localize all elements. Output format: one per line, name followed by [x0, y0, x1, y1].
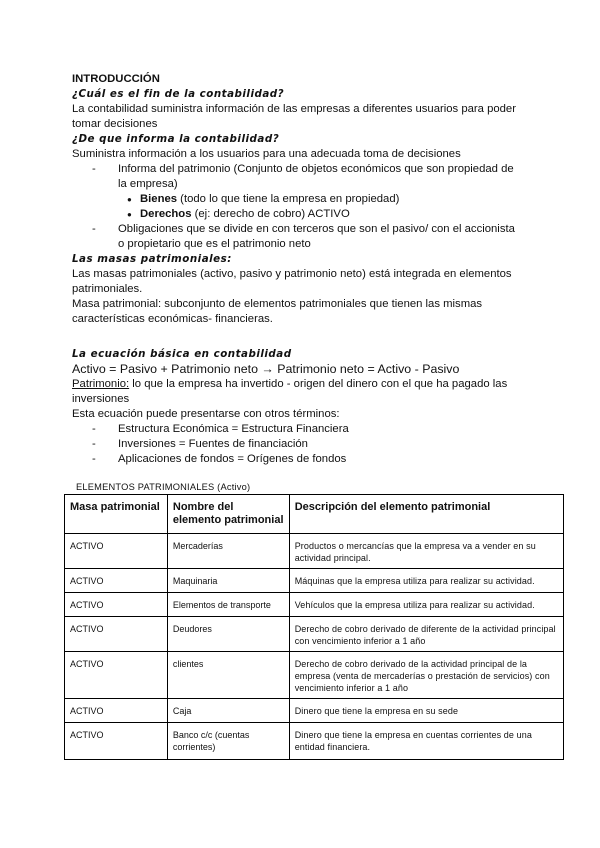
cell-masa: ACTIVO — [65, 652, 168, 699]
cell-masa: ACTIVO — [65, 569, 168, 593]
table-row — [65, 593, 564, 617]
cell-descripcion: Productos o mercancías que la empresa va a vender en su actividad principal. — [289, 534, 563, 569]
table-row — [65, 652, 564, 699]
bienes-label: Bienes — [140, 193, 178, 205]
patrimonio-list — [72, 162, 522, 192]
patrimonio-sublist — [72, 192, 522, 222]
table-row — [65, 617, 564, 652]
cell-nombre: Elementos de transporte — [167, 593, 289, 617]
list-item: - Obligaciones que se divide en con terceros que son el pasivo/ con el accionista o propietario que es el patrimonio neto — [72, 222, 522, 252]
question-1: ¿Cuál es el fin de la contabilidad? — [72, 88, 285, 100]
cell-nombre: Deudores — [167, 617, 289, 652]
bienes-text: (todo lo que tiene la empresa en propiedad) — [177, 193, 400, 205]
cell-nombre: Caja — [167, 699, 289, 723]
cell-masa: ACTIVO — [65, 617, 168, 652]
table-row — [65, 723, 564, 760]
list-item: - Informa del patrimonio (Conjunto de objetos económicos que son propiedad de la empresa) — [72, 162, 522, 192]
ecuacion-formula: Activo = Pasivo + Patrimonio neto → Patrimonio neto = Activo - Pasivo — [72, 362, 460, 376]
obligaciones-list — [72, 222, 522, 252]
cell-masa: ACTIVO — [65, 593, 168, 617]
table-row — [65, 534, 564, 569]
intro-section — [72, 72, 522, 327]
cell-nombre: clientes — [167, 652, 289, 699]
terms-intro: Esta ecuación puede presentarse con otros términos: — [72, 408, 340, 420]
list-item: - Inversiones = Fuentes de financiación — [72, 437, 522, 452]
answer-1: La contabilidad suministra información de las empresas a diferentes usuarios para poder tomar decisiones — [72, 103, 516, 130]
cell-masa: ACTIVO — [65, 723, 168, 760]
masas-heading: Las masas patrimoniales: — [72, 253, 232, 265]
table-header-row — [65, 495, 564, 534]
masas-paragraph-2: Masa patrimonial: subconjunto de elementos patrimoniales que tienen las mismas características económicas- financieras. — [72, 298, 483, 325]
intro-heading: INTRODUCCIÓN — [72, 73, 160, 85]
ecuacion-section — [72, 347, 522, 467]
cell-descripcion: Derecho de cobro derivado de la actividad principal de la empresa (venta de mercaderías o prestación de servicios) con vencimiento inferior a 1 año — [289, 652, 563, 699]
cell-descripcion: Vehículos que la empresa utiliza para realizar su actividad. — [289, 593, 563, 617]
derechos-text: (ej: derecho de cobro) ACTIVO — [191, 208, 350, 220]
cell-descripcion: Dinero que tiene la empresa en su sede — [289, 699, 563, 723]
patrimonio-text: lo que la empresa ha invertido - origen del dinero con el que ha pagado las inversiones — [72, 378, 508, 405]
header-descripcion: Descripción del elemento patrimonial — [289, 495, 563, 534]
list-item-derechos — [72, 207, 522, 222]
table-row — [65, 699, 564, 723]
answer-2: Suministra información a los usuarios para una adecuada toma de decisiones — [72, 148, 461, 160]
elementos-table — [64, 494, 564, 760]
terms-list — [72, 422, 522, 467]
cell-masa: ACTIVO — [65, 534, 168, 569]
table-row — [65, 569, 564, 593]
derechos-label: Derechos — [140, 208, 192, 220]
question-2: ¿De que informa la contabilidad? — [72, 133, 280, 145]
table-caption: ELEMENTOS PATRIMONIALES (Activo) — [76, 482, 251, 492]
cell-nombre: Mercaderías — [167, 534, 289, 569]
cell-nombre: Banco c/c (cuentas corrientes) — [167, 723, 289, 760]
ecuacion-heading: La ecuación básica en contabilidad — [72, 348, 292, 360]
list-item-bienes — [72, 192, 522, 207]
masas-paragraph-1: Las masas patrimoniales (activo, pasivo y patrimonio neto) está integrada en elementos patrimoniales. — [72, 268, 512, 295]
patrimonio-label: Patrimonio: — [72, 378, 130, 390]
cell-descripcion: Dinero que tiene la empresa en cuentas corrientes de una entidad financiera. — [289, 723, 563, 760]
cell-masa: ACTIVO — [65, 699, 168, 723]
header-masa: Masa patrimonial — [65, 495, 168, 534]
cell-nombre: Maquinaria — [167, 569, 289, 593]
list-item: - Estructura Económica = Estructura Financiera — [72, 422, 522, 437]
header-nombre: Nombre del elemento patrimonial — [167, 495, 289, 534]
patrimonio-definition — [72, 377, 522, 407]
cell-descripcion: Máquinas que la empresa utiliza para realizar su actividad. — [289, 569, 563, 593]
cell-descripcion: Derecho de cobro derivado de diferente de la actividad principal con vencimiento inferior a 1 año — [289, 617, 563, 652]
list-item: - Aplicaciones de fondos = Orígenes de fondos — [72, 452, 522, 467]
